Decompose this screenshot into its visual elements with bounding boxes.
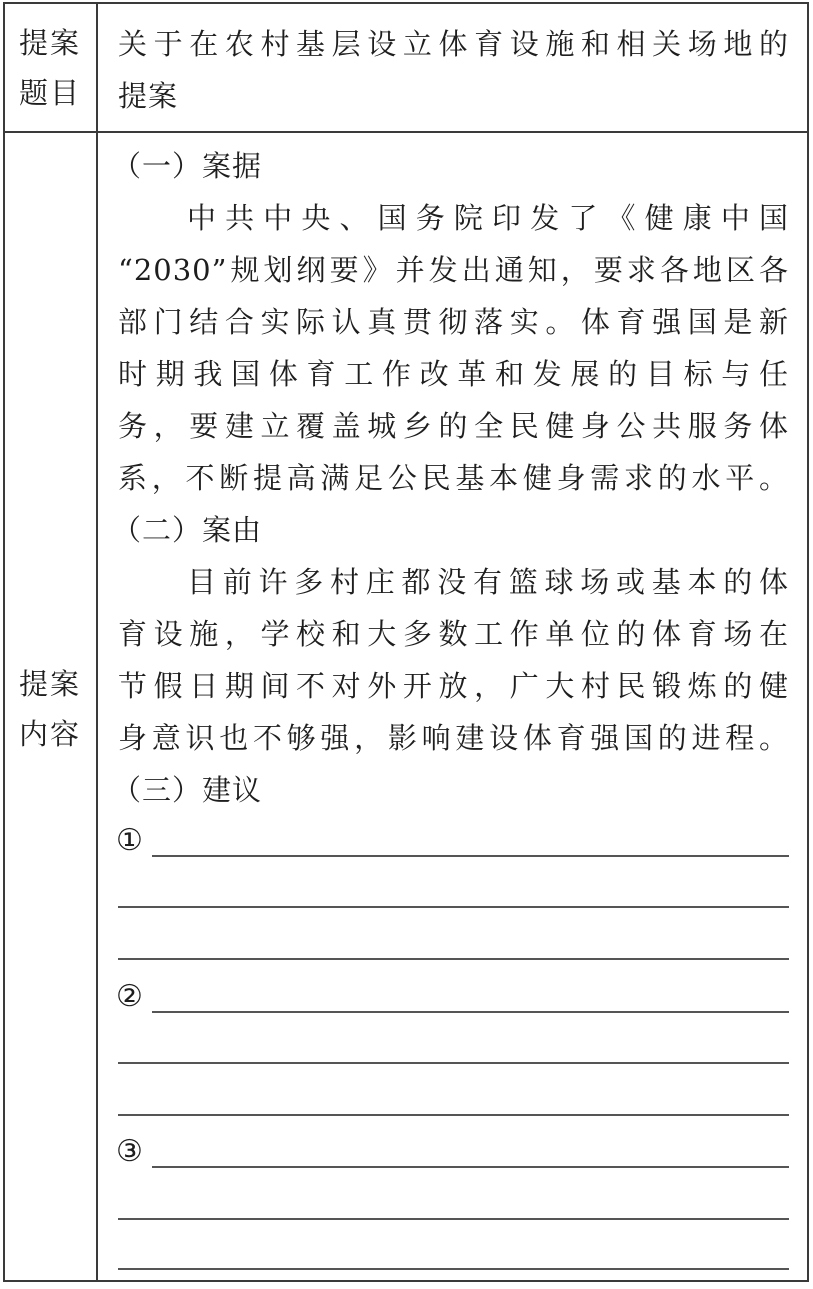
border-right	[807, 2, 809, 1282]
proposal-title-line-1: 关于在农村基层设立体育设施和相关场地的	[118, 27, 789, 61]
row-divider	[3, 131, 809, 133]
section2-line-3: 节假日期间不对外开放，广大村民锻炼的健	[118, 669, 789, 703]
answer-line	[118, 906, 789, 908]
content-label-line-1: 提案	[18, 667, 81, 701]
section2-line-2: 育设施，学校和大多数工作单位的体育场在	[118, 617, 789, 651]
section1-heading: （一）案据	[112, 149, 263, 183]
answer-line	[152, 1166, 789, 1168]
section2-line-4: 身意识也不够强，影响建设体育强国的进程。	[118, 721, 789, 755]
column-divider	[96, 2, 98, 1282]
section1-line-1: 中共中央、国务院印发了《健康中国	[187, 201, 789, 235]
suggestion-marker-1: ①	[116, 823, 143, 858]
suggestion-marker-2: ②	[116, 979, 143, 1014]
section2-line-1: 目前许多村庄都没有篮球场或基本的体	[187, 565, 789, 599]
section1-line-6: 系，不断提高满足公民基本健身需求的水平。	[118, 461, 789, 495]
section1-line-2: “2030”规划纲要》并发出通知，要求各地区各	[118, 253, 789, 287]
title-label-line-2: 题目	[18, 76, 81, 110]
border-bottom	[3, 1280, 809, 1282]
section2-heading: （二）案由	[112, 513, 263, 547]
answer-line	[152, 855, 789, 857]
title-label-line-1: 提案	[18, 26, 81, 60]
answer-line	[118, 1114, 789, 1116]
title-label	[10, 18, 90, 118]
content-label-line-2: 内容	[18, 717, 81, 751]
border-top	[3, 2, 809, 4]
section1-line-5: 务，要建立覆盖城乡的全民健身公共服务体	[118, 409, 789, 443]
border-left	[3, 2, 5, 1282]
answer-line	[118, 1268, 789, 1270]
section3-heading: （三）建议	[112, 773, 263, 807]
content-label	[10, 659, 90, 759]
answer-line	[118, 958, 789, 960]
proposal-title-line-2: 提案	[118, 79, 179, 113]
answer-line	[152, 1011, 789, 1013]
section1-line-3: 部门结合实际认真贯彻落实。体育强国是新	[118, 305, 789, 339]
section1-line-4: 时期我国体育工作改革和发展的目标与任	[118, 357, 789, 391]
suggestion-marker-3: ③	[116, 1134, 143, 1169]
answer-line	[118, 1218, 789, 1220]
answer-line	[118, 1062, 789, 1064]
